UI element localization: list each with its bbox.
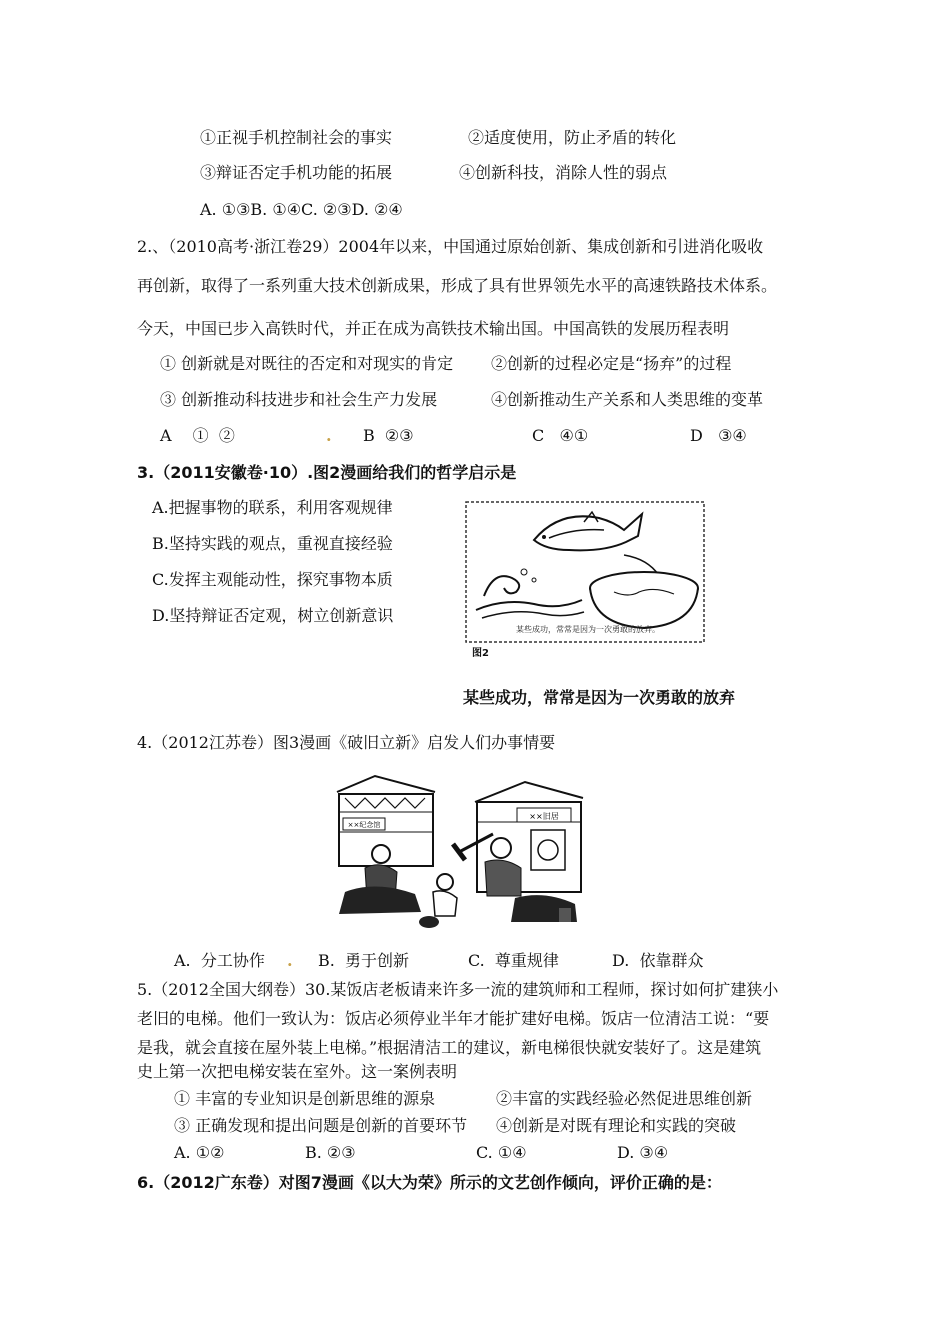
- q5-option-4: ④创新是对既有理论和实践的突破: [496, 1116, 737, 1135]
- q2-stem-line-3: 今天，中国已步入高铁时代，并正在成为高铁技术输出国。中国高铁的发展历程表明: [137, 319, 730, 338]
- q5-option-2: ②丰富的实践经验必然促进思维创新: [496, 1089, 753, 1108]
- q5-stem-line-3: 是我，就会直接在屋外装上电梯。”根据清洁工的建议，新电梯很快就安装好了。这是建筑: [137, 1038, 762, 1057]
- q2-option-4: ④创新推动生产关系和人类思维的变革: [491, 390, 764, 409]
- q4-option-d: D. 依靠群众: [612, 951, 704, 970]
- q2-mark-dot: .: [326, 426, 332, 445]
- q3-option-a: A.把握事物的联系，利用客观规律: [152, 498, 393, 517]
- q5-option-3: ③ 正确发现和提出问题是创新的首要环节: [174, 1116, 468, 1135]
- q2-option-1: ① 创新就是对既往的否定和对现实的肯定: [160, 354, 454, 373]
- figure-2-cartoon: [464, 500, 708, 660]
- q1-option-2: ②适度使用，防止矛盾的转化: [468, 128, 677, 147]
- q5-stem-line-4: 史上第一次把电梯安装在室外。这一案例表明: [137, 1062, 458, 1081]
- q5-answer-b: B. ②③: [305, 1143, 356, 1162]
- q6-title: 6.（2012广东卷）对图7漫画《以大为荣》所示的文艺创作倾向，评价正确的是：: [137, 1173, 722, 1192]
- q2-answer-c: C ④①: [532, 426, 589, 445]
- q4-title: 4.（2012江苏卷）图3漫画《破旧立新》启发人们办事情要: [137, 733, 556, 752]
- q2-option-3: ③ 创新推动科技进步和社会生产力发展: [160, 390, 438, 409]
- q2-stem-line-1: 2.、（2010高考·浙江卷29）2004年以来，中国通过原始创新、集成创新和引进消化吸收: [137, 237, 764, 256]
- figure-2-inner-caption: 某些成功，常常是因为一次勇敢的放弃。: [516, 625, 660, 634]
- demolition-illustration: [325, 772, 589, 942]
- q3-option-b: B.坚持实践的观点，重视直接经验: [152, 534, 393, 553]
- figure-3-left-sign: ××纪念馆: [347, 821, 381, 829]
- figure-2-label: 图2: [472, 648, 489, 659]
- q3-option-d: D.坚持辩证否定观，树立创新意识: [152, 606, 394, 625]
- q5-stem-line-1: 5.（2012全国大纲卷）30.某饭店老板请来许多一流的建筑师和工程师，探讨如何扩建狭小: [137, 980, 779, 999]
- q2-option-2: ②创新的过程必定是“扬弃”的过程: [491, 354, 732, 373]
- q3-title-text: 3.（2011安徽卷·10）.图2漫画给我们的哲学启示是: [137, 463, 517, 482]
- q4-mark-dot: .: [287, 951, 293, 970]
- q5-stem-line-2: 老旧的电梯。他们一致认为：饭店必须停业半年才能扩建好电梯。饭店一位清洁工说：“要: [137, 1009, 770, 1028]
- q1-option-4: ④创新科技，消除人性的弱点: [459, 163, 668, 182]
- q2-answer-d: D ③④: [690, 426, 747, 445]
- q4-option-a: A. 分工协作: [174, 951, 265, 970]
- q1-option-1: ①正视手机控制社会的事实: [200, 128, 393, 147]
- q4-option-b: B. 勇于创新: [318, 951, 410, 970]
- q3-caption: 某些成功，常常是因为一次勇敢的放弃: [463, 688, 736, 707]
- q5-answer-d: D. ③④: [617, 1143, 669, 1162]
- q2-stem-line-2: 再创新，取得了一系列重大技术创新成果，形成了具有世界领先水平的高速铁路技术体系。: [137, 276, 778, 295]
- q5-answer-c: C. ①④: [476, 1143, 527, 1162]
- q1-answers: A. ①③B. ①④C. ②③D. ②④: [200, 200, 403, 219]
- q4-option-c: C. 尊重规律: [468, 951, 559, 970]
- figure-3-cartoon: [325, 772, 589, 942]
- q5-option-1: ① 丰富的专业知识是创新思维的源泉: [174, 1089, 436, 1108]
- figure-3-right-sign: ××旧居: [529, 812, 559, 821]
- fish-bowl-illustration: [464, 500, 708, 660]
- q3-title: [137, 462, 516, 484]
- q2-answer-b: B ②③: [363, 426, 414, 445]
- q5-answer-a: A. ①②: [174, 1143, 225, 1162]
- q2-answer-a: A ① ②: [160, 426, 235, 445]
- q3-option-c: C.发挥主观能动性，探究事物本质: [152, 570, 393, 589]
- q1-option-3: ③辩证否定手机功能的拓展: [200, 163, 393, 182]
